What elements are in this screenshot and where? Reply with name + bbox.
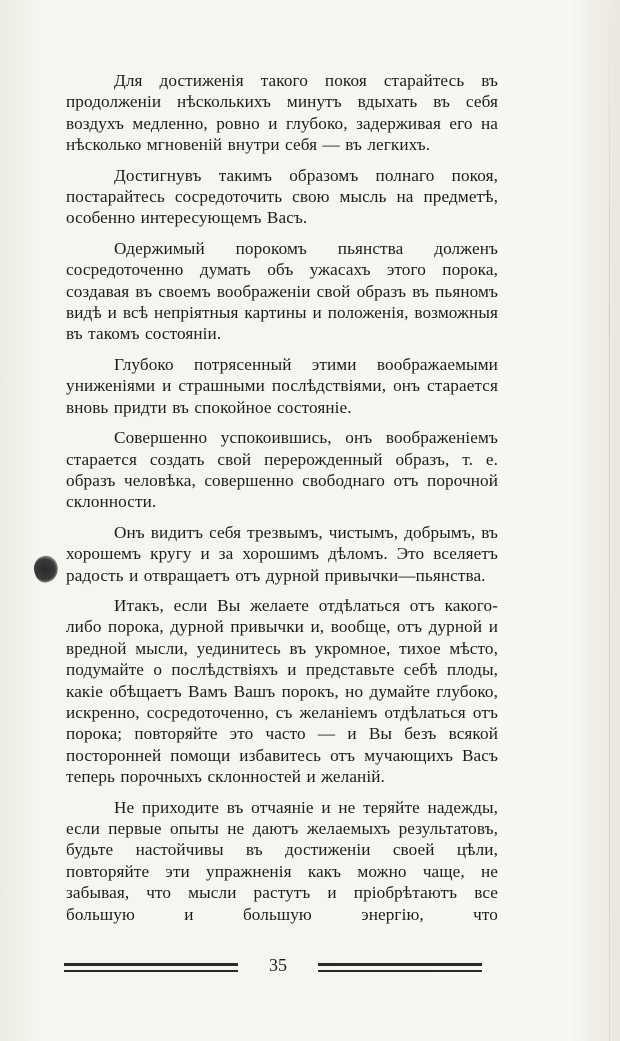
footer-rule-left-thick [64,963,238,966]
paragraph-4: Глубоко потрясенный этими воображаемыми униженіями и страшными послѣдствіями, онъ старается вновь придти въ спокойное состояніе. [66,354,498,417]
footer-rule-left-thin [64,970,238,972]
paragraph-5: Совершенно успокоившись, онъ воображеніемъ старается создать свой перерожденный образъ, т. е. образъ человѣка, совершенно свободнаго отъ порочной склонности. [66,428,498,512]
page-edge-shadow [609,0,610,1041]
footer-rule-left [64,963,238,977]
footer-rule-right [318,963,482,977]
paragraph-2: Достигнувъ такимъ образомъ полнаго покоя, постарайтесь сосредоточить свою мысль на предметѣ, особенно интересующемъ Васъ. [66,165,498,228]
paragraph-6: Онъ видитъ себя трезвымъ, чистымъ, добрымъ, въ хорошемъ кругу и за хорошимъ дѣломъ. Это вселяетъ радость и отвращаетъ отъ дурной привычки—пьянства. [66,522,498,585]
ink-blot [30,553,61,586]
footer-rule-right-thin [318,970,482,972]
paragraph-8: Не приходите въ отчаяніе и не теряйте надежды, если первые опыты не даютъ желаемыхъ результатовъ, будьте настойчивы въ достиженіи своей цѣли, повторяйте эти упражненія какъ можно чаще, не забывая, что мысли растутъ и пріобрѣтаютъ все большую и большую энергію, что [66,797,498,924]
page-number: 35 [269,955,287,975]
paragraph-3: Одержимый порокомъ пьянства долженъ сосредоточенно думать объ ужасахъ этого порока, создавая въ своемъ воображеніи свой образъ въ пьяномъ видѣ и всѣ непріятныя картины и положенія, возможныя въ такомъ состояніи. [66,238,498,344]
paragraph-7: Итакъ, если Вы желаете отдѣлаться отъ какого-либо порока, дурной привычки и, вообще, отъ дурной и вредной мысли, уединитесь въ укромное, тихое мѣсто, подумайте о послѣдствіяхъ и представьте себѣ плоды, какіе обѣщаетъ Вамъ Вашъ порокъ, но думайте глубоко, искренно, сосредоточенно, съ желаніемъ отдѣлаться отъ порока; повторяйте это часто — и Вы безъ всякой посторонней помощи избавитесь отъ мучающихъ Васъ теперь порочныхъ склонностей и желаній. [66,595,498,787]
body-text [66,70,498,925]
paragraph-1: Для достиженія такого покоя старайтесь въ продолженіи нѣсколькихъ минутъ вдыхать въ себя воздухъ медленно, ровно и глубоко, задерживая его на нѣсколько мгновеній внутри себя — въ легкихъ. [66,71,498,155]
footer-rule-right-thick [318,963,482,966]
